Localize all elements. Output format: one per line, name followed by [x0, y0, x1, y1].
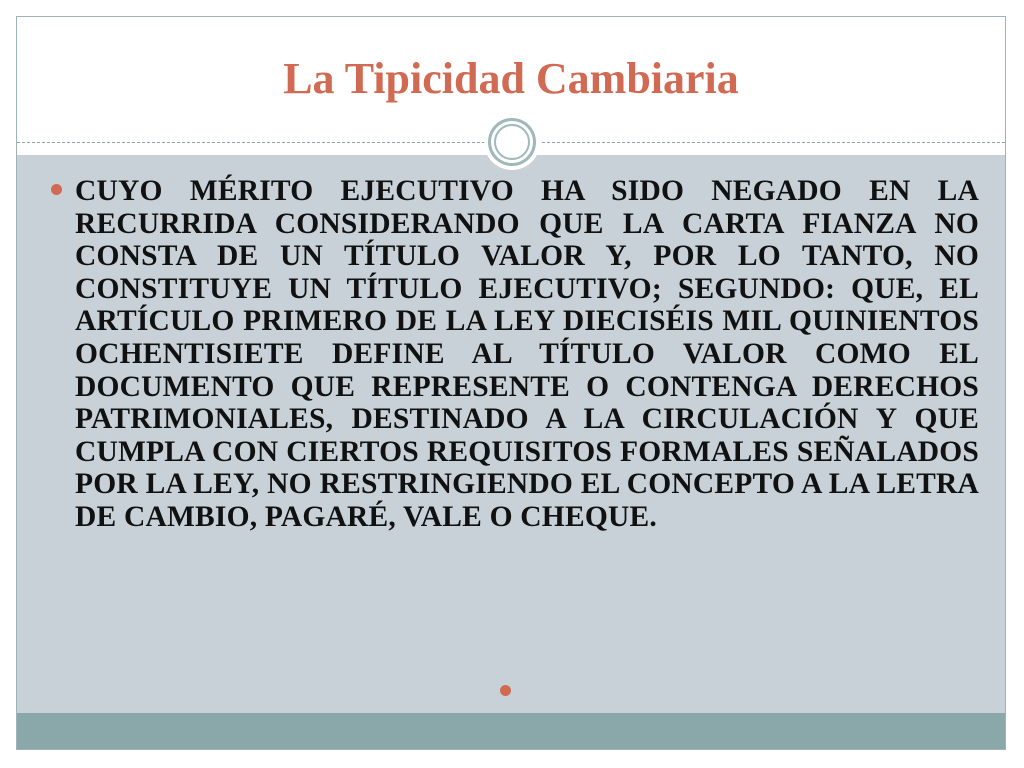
footer-band — [17, 713, 1005, 749]
empty-bullet-dot-icon — [500, 685, 511, 696]
ornament-inner-ring — [494, 124, 530, 160]
bullet-text: CUYO MÉRITO EJECUTIVO HA SIDO NEGADO EN LA RECURRIDA CONSIDERANDO QUE LA CARTA FIANZA NO CONSTA DE UN TÍTULO VALOR Y, POR LO TANTO, NO CONSTITUYE UN TÍTULO EJECUTIVO; SEGUNDO: QUE, EL ARTÍCULO PRIMERO DE LA LEY DIECISÉIS MIL QUINIENTOS OCHENTISIETE DEFINE AL TÍTULO VALOR COMO EL DOCUMENTO QUE REPRESENTE O CONTENGA DERECHOS PATRIMONIALES, DESTINADO A LA CIRCULACIÓN Y QUE CUMPLA CON CIERTOS REQUISITOS FORMALES SEÑALADOS POR LA LEY, NO RESTRINGIENDO EL CONCEPTO A LA LETRA DE CAMBIO, PAGARÉ, VALE O CHEQUE. — [75, 175, 979, 533]
slide — [16, 16, 1006, 750]
slide-title: La Tipicidad Cambiaria — [283, 54, 739, 103]
bullet-dot-icon — [51, 184, 62, 195]
circle-ornament-icon — [484, 114, 540, 170]
